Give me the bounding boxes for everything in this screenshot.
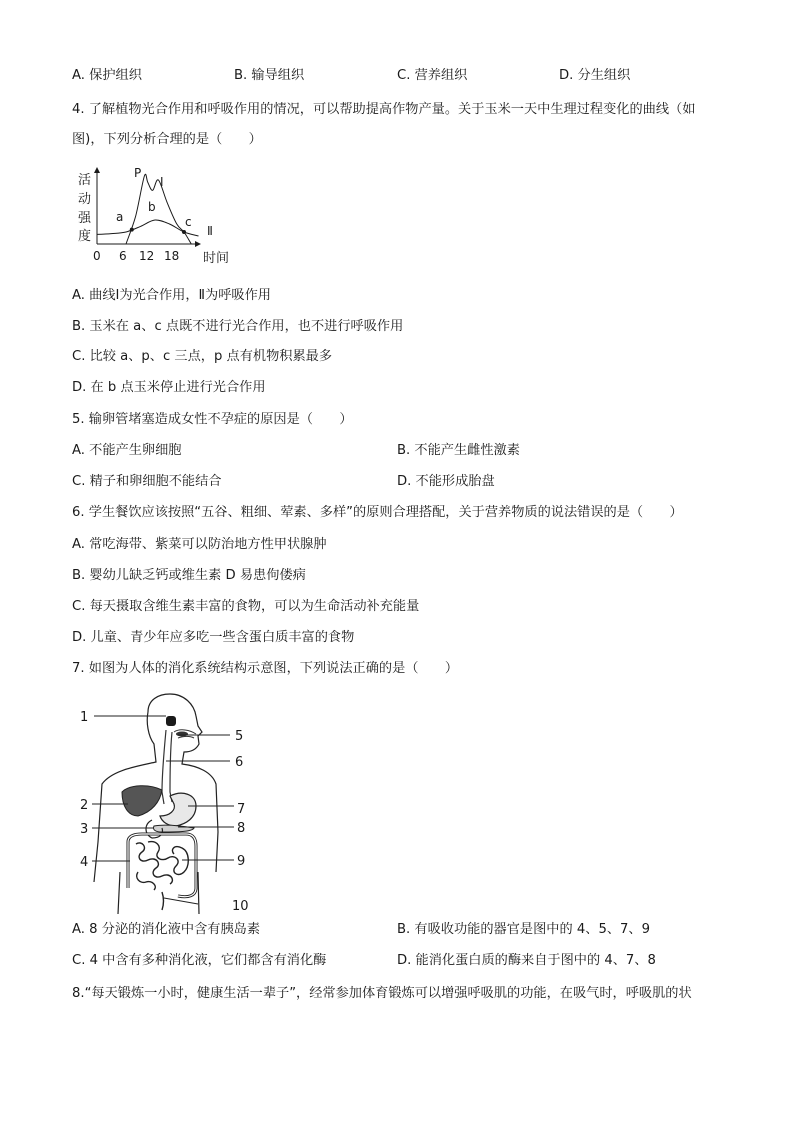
stomach: [160, 793, 196, 826]
q7-stem: 7. 如图为人体的消化系统结构示意图，下列说法正确的是（ ）: [72, 661, 459, 676]
rectum: [162, 892, 164, 910]
small-intestine: [136, 842, 188, 890]
point-label-p: P: [134, 166, 142, 180]
y-label-char-3: 强: [78, 211, 92, 226]
esophagus: [162, 730, 172, 804]
q5-option-a: A. 不能产生卵细胞: [72, 443, 182, 458]
q3-option-b: B. 输导组织: [234, 68, 305, 83]
y-label-char-1: 活: [78, 173, 92, 188]
q4-chart: [72, 164, 242, 270]
q5-option-d: D. 不能形成胎盘: [397, 474, 495, 489]
diagram-label-10: 10: [232, 899, 249, 914]
q6-option-a: A. 常吃海带、紫菜可以防治地方性甲状腺肿: [72, 537, 327, 552]
q3-option-a: A. 保护组织: [72, 68, 142, 83]
q4-option-c: C. 比较 a、p、c 三点，p 点有机物积累最多: [72, 349, 333, 364]
point-a-dot: [130, 228, 134, 232]
leader-10: [164, 898, 198, 904]
diagram-label-3: 3: [80, 822, 89, 837]
q5-option-c: C. 精子和卵细胞不能结合: [72, 474, 222, 489]
curve-series-1: [126, 174, 191, 244]
point-label-a: a: [116, 210, 124, 224]
diagram-label-1: 1: [80, 710, 89, 725]
x-tick-18: 18: [164, 249, 180, 263]
q7-option-b: B. 有吸收功能的器官是图中的 4、5、7、9: [397, 922, 650, 937]
q4-stem-line1: 4. 了解植物光合作用和呼吸作用的情况，可以帮助提高作物产量。关于玉米一天中生理过程变化的曲线（如: [72, 102, 696, 117]
x-tick-0: 0: [93, 249, 101, 263]
series-label-1: Ⅰ: [160, 175, 164, 189]
diagram-label-9: 9: [237, 854, 246, 869]
q5-stem: 5. 输卵管堵塞造成女性不孕症的原因是（ ）: [72, 412, 353, 427]
q7-option-c: C. 4 中含有多种消化液，它们都含有消化酶: [72, 953, 327, 968]
q7-option-d: D. 能消化蛋白质的酶来自于图中的 4、7、8: [397, 953, 656, 968]
x-tick-6: 6: [119, 249, 127, 263]
q6-option-b: B. 婴幼儿缺乏钙或维生素 D 易患佝偻病: [72, 568, 306, 583]
q8-stem: 8.“每天锻炼一小时，健康生活一辈子”，经常参加体育锻炼可以增强呼吸肌的功能，在吸气时，呼吸肌的状: [72, 986, 692, 1001]
diagram-label-2: 2: [80, 798, 89, 813]
q4-option-d: D. 在 b 点玉米停止进行光合作用: [72, 380, 266, 395]
q3-option-c: C. 营养组织: [397, 68, 468, 83]
diagram-label-8: 8: [237, 821, 246, 836]
q3-option-d: D. 分生组织: [559, 68, 631, 83]
y-label-char-4: 度: [78, 229, 92, 244]
q6-stem: 6. 学生餐饮应该按照“五谷、粗细、荤素、多样”的原则合理搭配，关于营养物质的说法错误的是（ ）: [72, 505, 683, 520]
series-label-2: Ⅱ: [207, 224, 213, 238]
tongue: [176, 732, 188, 737]
q6-option-d: D. 儿童、青少年应多吃一些含蛋白质丰富的食物: [72, 630, 355, 645]
x-tick-12: 12: [139, 249, 155, 263]
liver: [122, 786, 162, 816]
diagram-label-6: 6: [235, 755, 244, 770]
salivary-gland: [166, 716, 176, 726]
q4-option-b: B. 玉米在 a、c 点既不进行光合作用，也不进行呼吸作用: [72, 319, 404, 334]
q5-option-b: B. 不能产生雌性激素: [397, 443, 520, 458]
q4-option-a: A. 曲线Ⅰ为光合作用，Ⅱ为呼吸作用: [72, 288, 271, 303]
diagram-label-7: 7: [237, 802, 246, 817]
pancreas: [153, 825, 194, 832]
diagram-label-4: 4: [80, 855, 89, 870]
diagram-label-5: 5: [235, 729, 244, 744]
y-label-char-2: 动: [78, 192, 92, 207]
q7-option-a: A. 8 分泌的消化液中含有胰岛素: [72, 922, 261, 937]
point-label-b: b: [148, 200, 156, 214]
point-label-c: c: [185, 215, 192, 229]
q6-option-c: C. 每天摄取含维生素丰富的食物，可以为生命活动补充能量: [72, 599, 420, 614]
q4-stem-line2: 图)，下列分析合理的是（ ）: [72, 132, 262, 147]
point-c-dot: [182, 230, 186, 234]
x-axis-label: 时间: [203, 251, 230, 266]
digestive-system-diagram: [78, 692, 258, 914]
